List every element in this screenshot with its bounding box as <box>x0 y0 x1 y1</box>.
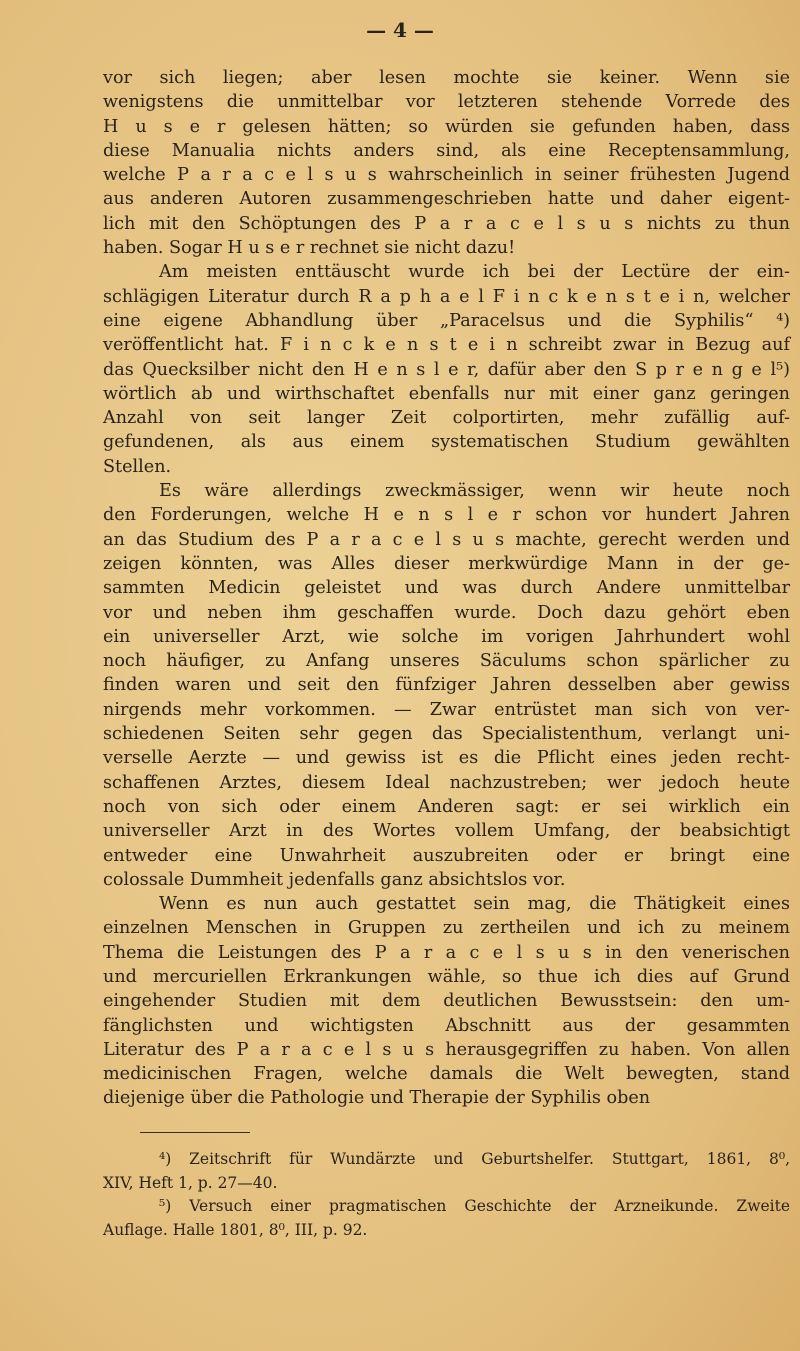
footnote-line: ⁴) Zeitschrift für Wundärzte und Geburtshelfer. Stuttgart, 1861, 8⁰, <box>159 1150 790 1168</box>
text-line: aus anderen Autoren zusammengeschrieben hatte und daher eigent- <box>103 189 790 210</box>
text-line: vor und neben ihm geschaffen wurde. Doch dazu gehört eben <box>103 602 790 623</box>
text-line: colossale Dummheit jedenfalls ganz absichtslos vor. <box>103 869 566 890</box>
body-text <box>103 66 790 1111</box>
text-line: noch von sich oder einem Anderen sagt: er sei wirklich ein <box>103 796 790 817</box>
text-line: gefundenen, als aus einem systematischen Studium gewählten <box>103 432 790 453</box>
text-line: ein universeller Arzt, wie solche im vorigen Jahrhundert wohl <box>103 626 790 647</box>
text-line: universeller Arzt in des Wortes vollem Umfang, der beabsichtigt <box>103 821 790 842</box>
text-line: Literatur des P a r a c e l s u s herausgegriffen zu haben. Von allen <box>103 1039 790 1060</box>
text-line: diejenige über die Pathologie und Therapie der Syphilis oben <box>103 1088 651 1109</box>
text-line: fänglichsten und wichtigsten Abschnitt aus der gesammten <box>103 1015 790 1036</box>
text-line: eingehender Studien mit dem deutlichen Bewusstsein: den um- <box>103 991 790 1012</box>
text-line: das Quecksilber nicht den H e n s l e r, dafür aber den S p r e n g e l⁵) <box>103 359 790 380</box>
text-line: verselle Aerzte — und gewiss ist es die Pflicht eines jeden recht- <box>103 748 790 769</box>
text-line: an das Studium des P a r a c e l s u s machte, gerecht werden und <box>103 529 790 550</box>
text-line: schlägigen Literatur durch R a p h a e l F i n c k e n s t e i n, welcher <box>103 286 790 307</box>
text-line: sammten Medicin geleistet und was durch Andere unmittelbar <box>103 578 790 599</box>
text-line: den Forderungen, welche H e n s l e r schon vor hundert Jahren <box>103 505 790 526</box>
text-line: wörtlich ab und wirthschaftet ebenfalls nur mit einer ganz geringen <box>103 383 790 404</box>
footnotes <box>103 1148 790 1242</box>
footnote-divider <box>140 1132 250 1133</box>
text-line: Anzahl von seit langer Zeit colportirten, mehr zufällig auf- <box>103 408 790 429</box>
text-line: haben. Sogar H u s e r rechnet sie nicht dazu! <box>103 238 516 259</box>
footnote-line: XIV, Heft 1, p. 27—40. <box>103 1173 278 1192</box>
text-line: eine eigene Abhandlung über „Paracelsus und die Syphilis“ ⁴) <box>103 310 790 331</box>
text-line: einzelnen Menschen in Gruppen zu zertheilen und ich zu meinem <box>103 918 790 939</box>
page-number: — 4 — <box>366 18 434 42</box>
text-line: schaffenen Arztes, diesem Ideal nachzustreben; wer jedoch heute <box>103 772 790 793</box>
text-line: zeigen könnten, was Alles dieser merkwürdige Mann in der ge- <box>103 553 790 574</box>
text-line: schiedenen Seiten sehr gegen das Specialistenthum, verlangt uni- <box>103 724 790 745</box>
text-line: finden waren und seit den fünfziger Jahren desselben aber gewiss <box>103 675 790 696</box>
text-line: wenigstens die unmittelbar vor letzteren stehende Vorrede des <box>103 92 790 113</box>
text-line: Stellen. <box>103 456 172 477</box>
text-line: medicinischen Fragen, welche damals die Welt bewegten, stand <box>103 1064 790 1085</box>
text-line: diese Manualia nichts anders sind, als eine Receptensammlung, <box>103 140 790 161</box>
text-line: Thema die Leistungen des P a r a c e l s u s in den venerischen <box>103 942 790 963</box>
text-line: Es wäre allerdings zweckmässiger, wenn wir heute noch <box>159 481 790 502</box>
footnote-line: ⁵) Versuch einer pragmatischen Geschichte der Arzneikunde. Zweite <box>159 1197 790 1215</box>
text-line: H u s e r gelesen hätten; so würden sie gefunden haben, dass <box>103 116 790 137</box>
footnote-line: Auflage. Halle 1801, 8⁰, III, p. 92. <box>103 1220 368 1239</box>
text-line: vor sich liegen; aber lesen mochte sie keiner. Wenn sie <box>103 68 790 88</box>
text-line: Wenn es nun auch gestattet sein mag, die Thätigkeit eines <box>159 894 790 915</box>
text-line: veröffentlicht hat. F i n c k e n s t e i n schreibt zwar in Bezug auf <box>103 335 790 356</box>
text-line: und mercuriellen Erkrankungen wähle, so thue ich dies auf Grund <box>103 966 790 987</box>
text-line: Am meisten enttäuscht wurde ich bei der Lectüre der ein- <box>159 262 790 283</box>
text-line: nirgends mehr vorkommen. — Zwar entrüstet man sich von ver- <box>103 699 790 720</box>
text-line: welche P a r a c e l s u s wahrscheinlich in seiner frühesten Jugend <box>103 165 790 186</box>
text-line: lich mit den Schöptungen des P a r a c e l s u s nichts zu thun <box>103 213 790 234</box>
text-line: entweder eine Unwahrheit auszubreiten oder er bringt eine <box>103 845 790 866</box>
text-line: noch häufiger, zu Anfang unseres Säculums schon spärlicher zu <box>103 651 790 672</box>
